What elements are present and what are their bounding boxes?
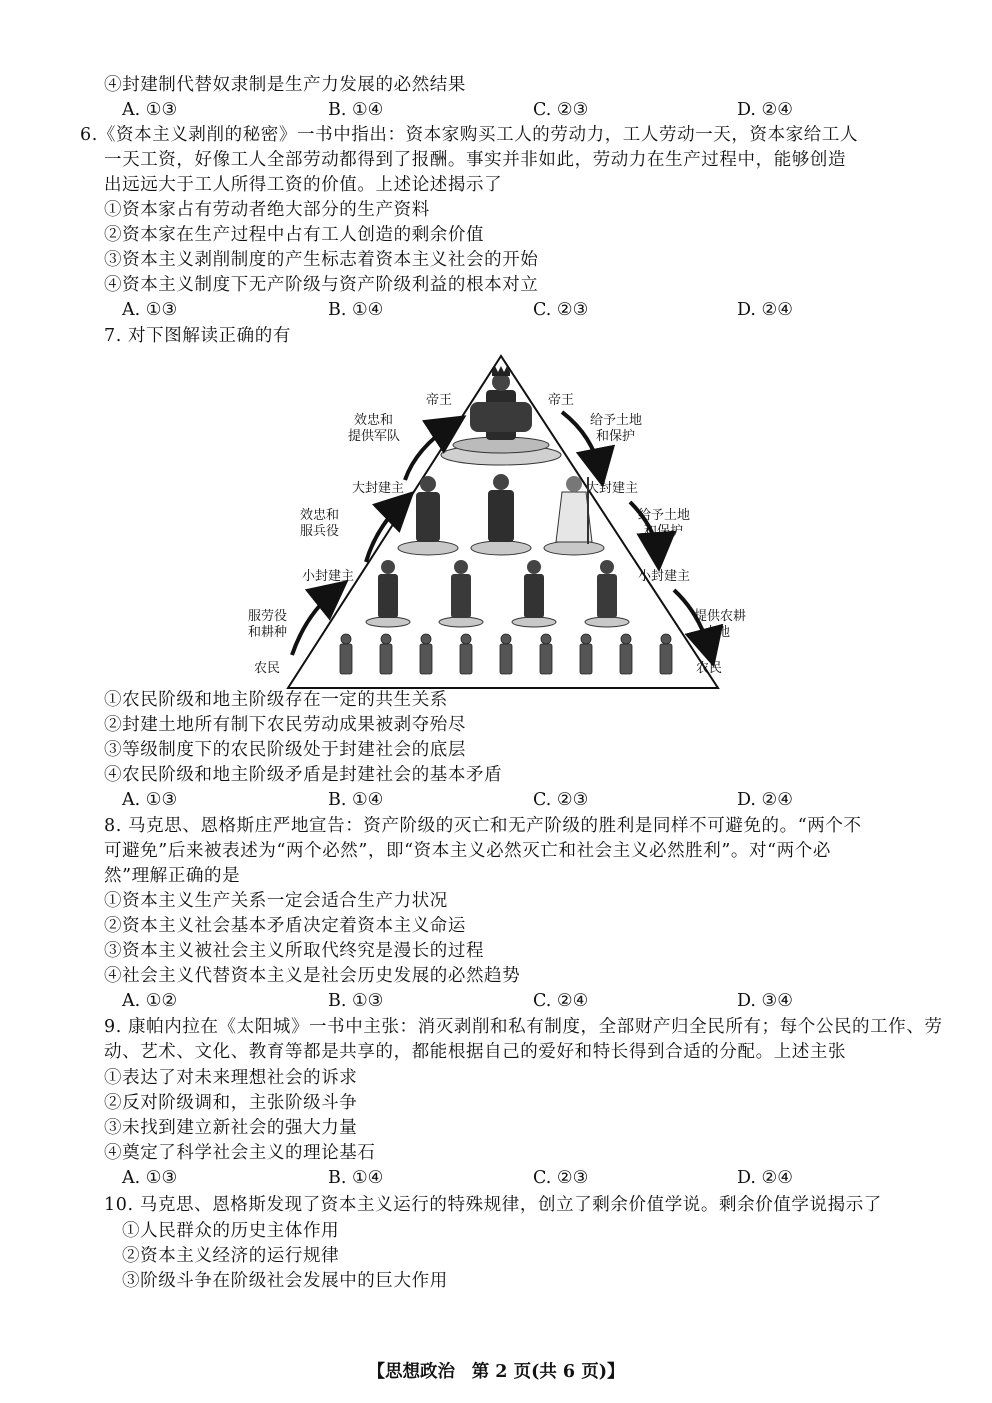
- q5-choice-b: B. ①④: [328, 100, 384, 120]
- label-right-king: 帝王: [548, 393, 575, 408]
- king-figure-icon: [441, 366, 561, 465]
- q7-choice-d: D. ②④: [737, 790, 793, 810]
- q6-stem-line-1: 6.《资本主义剥削的秘密》一书中指出：资本家购买工人的劳动力，工人劳动一天，资本家给工人: [80, 125, 859, 145]
- q10-stem: 10. 马克思、恩格斯发现了资本主义运行的特殊规律，创立了剩余价值学说。剩余价值学说揭示了: [104, 1195, 882, 1215]
- q8-choice-c: C. ②④: [533, 991, 589, 1011]
- label-left-great-lord: 大封建主: [352, 481, 405, 496]
- label-right-arrow3-line2: 土地: [704, 625, 731, 640]
- q6-option-4: ④资本主义制度下无产阶级与资产阶级利益的根本对立: [104, 275, 539, 295]
- label-right-peasant: 农民: [696, 661, 723, 676]
- peasants-figures-icon: [340, 634, 672, 674]
- q8-stem-line-1: 8. 马克思、恩格斯庄严地宣告：资产阶级的灭亡和无产阶级的胜利是同样不可避免的。“两个不: [104, 816, 862, 836]
- great-lords-figures-icon: [398, 474, 604, 555]
- q9-option-2: ②反对阶级调和，主张阶级斗争: [104, 1093, 358, 1113]
- label-left-arrow1-line1: 效忠和: [354, 413, 394, 428]
- q6-stem-line-3: 出远远大于工人所得工资的价值。上述论述揭示了: [104, 175, 503, 195]
- q6-choice-c: C. ②③: [533, 300, 589, 320]
- q5-choices: [0, 98, 992, 123]
- q9-choice-c: C. ②③: [533, 1168, 589, 1188]
- label-left-king: 帝王: [426, 393, 453, 408]
- q7-choice-a: A. ①③: [122, 790, 178, 810]
- label-right-arrow3-line1: 提供农耕: [694, 609, 747, 624]
- q8-choice-a: A. ①②: [122, 991, 178, 1011]
- q8-stem-line-3: 然”理解正确的是: [104, 866, 241, 886]
- q9-choice-b: B. ①④: [328, 1168, 384, 1188]
- q5-choice-d: D. ②④: [737, 100, 793, 120]
- feudal-pyramid-diagram: [248, 352, 758, 692]
- q8-choice-d: D. ③④: [737, 991, 793, 1011]
- q7-option-2: ②封建土地所有制下农民劳动成果被剥夺殆尽: [104, 715, 466, 735]
- q10-option-1: ①人民群众的历史主体作用: [122, 1221, 340, 1241]
- q9-option-1: ①表达了对未来理想社会的诉求: [104, 1068, 358, 1088]
- q8-option-1: ①资本主义生产关系一定会适合生产力状况: [104, 891, 448, 911]
- label-left-arrow3-line2: 和耕种: [248, 625, 288, 640]
- q9-stem-line-1: 9. 康帕内拉在《太阳城》一书中主张：消灭剥削和私有制度，全部财产归全民所有；每个公民的工作、劳: [104, 1017, 943, 1037]
- q8-choice-b: B. ①③: [328, 991, 384, 1011]
- q10-option-2: ②资本主义经济的运行规律: [122, 1246, 340, 1266]
- q8-choices: [0, 989, 992, 1014]
- label-right-great-lord: 大封建主: [586, 481, 639, 496]
- label-left-small-lord: 小封建主: [302, 569, 355, 584]
- q7-stem: 7. 对下图解读正确的有: [104, 326, 291, 346]
- q7-choice-c: C. ②③: [533, 790, 589, 810]
- label-right-arrow2-line2: 和保护: [644, 524, 684, 539]
- q7-choice-b: B. ①④: [328, 790, 384, 810]
- q7-option-1: ①农民阶级和地主阶级存在一定的共生关系: [104, 690, 448, 710]
- q6-option-3: ③资本主义剥削制度的产生标志着资本主义社会的开始: [104, 250, 539, 270]
- q5-choice-a: A. ①③: [122, 100, 178, 120]
- label-right-arrow1-line1: 给予土地: [590, 413, 643, 428]
- q9-choices: [0, 1166, 992, 1191]
- page-footer: [0, 1360, 992, 1385]
- label-left-arrow2-line1: 效忠和: [300, 508, 340, 523]
- q6-choice-a: A. ①③: [122, 300, 178, 320]
- q7-option-4: ④农民阶级和地主阶级矛盾是封建社会的基本矛盾: [104, 765, 503, 785]
- q8-option-3: ③资本主义被社会主义所取代终究是漫长的过程: [104, 941, 485, 961]
- footer-page-number: 第 2 页(共 6 页)】: [471, 1362, 625, 1382]
- q9-stem-line-2: 动、艺术、文化、教育等都是共享的，都能根据自己的爱好和特长得到合适的分配。上述主张: [104, 1042, 847, 1062]
- q8-option-2: ②资本主义社会基本矛盾决定着资本主义命运: [104, 916, 466, 936]
- q8-stem-line-2: 可避免”后来被表述为“两个必然”，即“资本主义必然灭亡和社会主义必然胜利”。对“两个必: [104, 841, 831, 861]
- label-right-arrow1-line2: 和保护: [596, 429, 636, 444]
- q9-choice-a: A. ①③: [122, 1168, 178, 1188]
- label-left-arrow3-line1: 服劳役: [248, 609, 288, 624]
- label-right-small-lord: 小封建主: [638, 569, 691, 584]
- label-right-arrow2-line1: 给予土地: [638, 508, 691, 523]
- q9-option-4: ④奠定了科学社会主义的理论基石: [104, 1143, 376, 1163]
- q6-choice-d: D. ②④: [737, 300, 793, 320]
- q6-choices: [0, 298, 992, 323]
- q8-option-4: ④社会主义代替资本主义是社会历史发展的必然趋势: [104, 966, 521, 986]
- q5-option-4: ④封建制代替奴隶制是生产力发展的必然结果: [104, 75, 466, 95]
- label-left-arrow1-line2: 提供军队: [348, 429, 401, 444]
- label-left-arrow2-line2: 服兵役: [300, 524, 340, 539]
- q6-stem-line-2: 一天工资，好像工人全部劳动都得到了报酬。事实并非如此，劳动力在生产过程中，能够创造: [104, 150, 847, 170]
- q6-option-2: ②资本家在生产过程中占有工人创造的剩余价值: [104, 225, 485, 245]
- label-left-peasant: 农民: [254, 661, 281, 676]
- q6-option-1: ①资本家占有劳动者绝大部分的生产资料: [104, 200, 430, 220]
- q9-option-3: ③未找到建立新社会的强大力量: [104, 1118, 358, 1138]
- feudal-hierarchy-figure: [248, 352, 758, 692]
- q6-choice-b: B. ①④: [328, 300, 384, 320]
- q7-choices: [0, 788, 992, 813]
- q7-option-3: ③等级制度下的农民阶级处于封建社会的底层: [104, 740, 466, 760]
- q5-choice-c: C. ②③: [533, 100, 589, 120]
- q10-option-3: ③阶级斗争在阶级社会发展中的巨大作用: [122, 1271, 448, 1291]
- footer-subject: 【思想政治: [367, 1362, 455, 1382]
- q9-choice-d: D. ②④: [737, 1168, 793, 1188]
